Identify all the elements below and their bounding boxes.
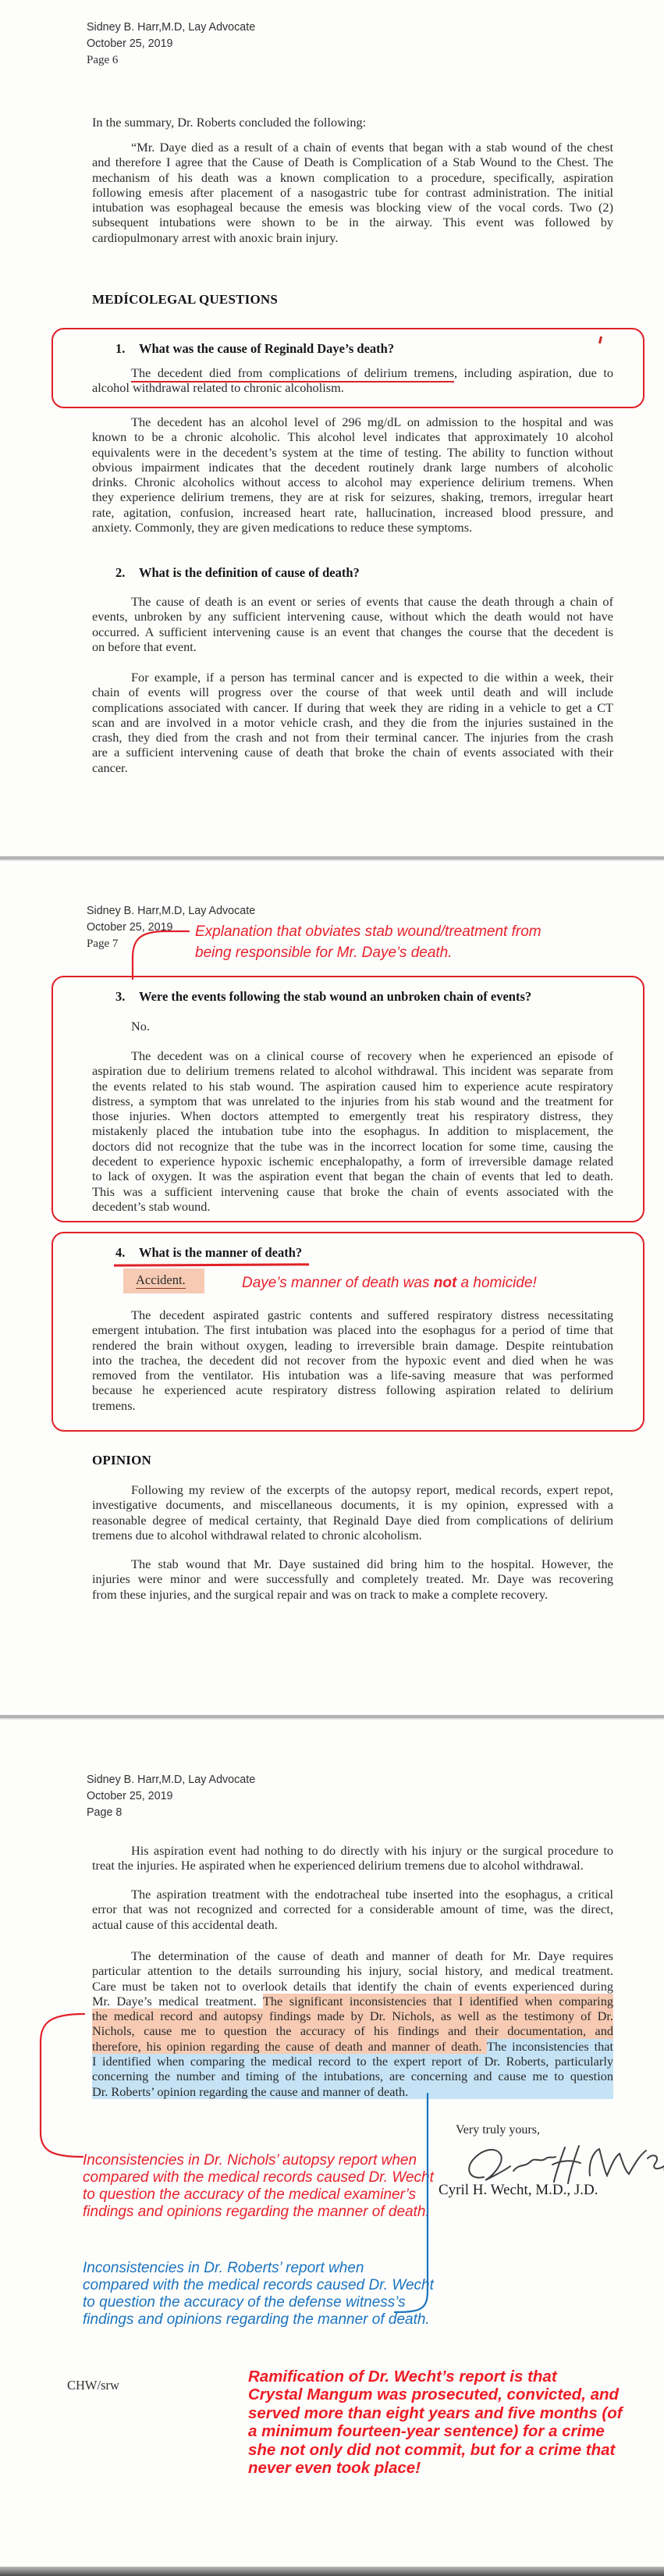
text-line: The decedent was on a clinical course of recovery when he experienced an episode of <box>131 1048 613 1063</box>
question-text: What was the cause of Reginald Daye’s death? <box>139 341 395 356</box>
text-line: This was a sufficient intervening cause that broke the chain of events associated with the <box>92 1183 613 1199</box>
annotation-line: to question the accuracy of the defense witness’s <box>83 2294 406 2311</box>
page7-header-name: Sidney B. Harr,M.D, Lay Advocate <box>87 905 256 917</box>
opinion-paragraph-2 <box>92 1557 613 1602</box>
question-number: 2. <box>115 565 126 580</box>
annotation-bold-word: not <box>433 1275 457 1291</box>
text-line <box>92 2039 613 2054</box>
text-line: aspiration due to delirium tremens related to alcohol withdrawal. This incident was separate from <box>92 1063 613 1079</box>
annotation-nichols-inconsistencies <box>83 2152 434 2221</box>
text-line: The stab wound that Mr. Daye sustained did bring him to the hospital. However, the <box>131 1557 613 1571</box>
text-line: mistakenly placed the intubation tube into the esophagus. In addition to misplacement, the <box>92 1123 613 1139</box>
annotation-line: to question the accuracy of the medical examiner’s <box>83 2186 417 2203</box>
callout-connector-line <box>123 923 195 981</box>
text-line: tremens. <box>92 1397 136 1413</box>
quote-line: intubation was esophageal because the emesis was blocking view of the vocal cords. Two (2) <box>92 200 613 215</box>
text-line: actual cause of this accidental death. <box>92 1916 278 1932</box>
page6-header-date: October 25, 2019 <box>87 37 173 50</box>
section-heading-opinion: OPINION <box>92 1453 152 1468</box>
scan-bottom-edge <box>0 2567 664 2576</box>
question-number: 3. <box>115 989 126 1004</box>
section-heading-medicolegal: MEDÍCOLEGAL QUESTIONS <box>92 292 279 307</box>
text-line: decedent to experience hypoxic ischemic encephalopathy, a form of irreversible damage related <box>92 1154 613 1169</box>
question2-answer <box>92 594 613 654</box>
page8-paragraph-1 <box>92 1843 613 1873</box>
text-line: His aspiration event had nothing to do directly with his injury or the surgical procedure to <box>131 1843 613 1858</box>
highlighted-word: Accident. <box>136 1272 186 1287</box>
page8-paragraph-3-highlighted <box>92 1948 613 2099</box>
page-separator <box>0 1715 664 1718</box>
question3-heading <box>115 989 531 1005</box>
question-text: What is the definition of cause of death? <box>139 565 360 580</box>
text-line: particular attention to the details surrounding his injury, social history, and medical treatment. <box>92 1963 613 1979</box>
page6-alcohol-paragraph <box>92 415 613 535</box>
annotation-line: Inconsistencies in Dr. Nichols’ autopsy report when <box>83 2152 417 2169</box>
annotation-ramification <box>248 2368 623 2477</box>
text-line: equivalents were in the decedent’s system at the time of testing. The ability to function without <box>92 444 613 460</box>
typist-initials: CHW/srw <box>67 2378 119 2393</box>
text-line: doctors did not recognize that the tube was in the incorrect location for some time, causing the <box>92 1138 613 1154</box>
page6-intro <box>92 115 613 130</box>
text-line: they experience delirium tremens, they are at risk for seizures, shaking, tremors, irregular heart <box>92 489 613 505</box>
question1-heading <box>115 341 394 357</box>
opinion-paragraph-1 <box>92 1482 613 1542</box>
page6-example-paragraph <box>92 670 613 775</box>
question1-answer <box>92 365 613 396</box>
page7-header-pagenum: Page 7 <box>87 938 119 950</box>
text-line: occurred. A sufficient intervening cause is an event that changes the course that the decedent is <box>92 624 613 639</box>
blue-highlight-line: Dr. Roberts’ opinion regarding the cause and manner of death. <box>92 2084 613 2099</box>
annotation-line: she not only did not commit, but for a crime that <box>248 2440 616 2459</box>
salmon-highlight-line: the medical record and autopsy findings made by Dr. Nichols, as well as the testimony of Dr. <box>92 2008 613 2024</box>
text-line: For example, if a person has terminal cancer and is expected to die within a week, their <box>131 670 613 685</box>
text-line: alcohol withdrawal related to chronic alcoholism. <box>92 380 344 396</box>
text-line: from these injuries, and the surgical repair and was on track to make a complete recovery. <box>92 1586 549 1602</box>
text-line: crash, they died from the crash and not from their terminal cancer. The injuries from the crash <box>92 730 613 745</box>
text-span: , including aspiration, due to <box>453 365 613 380</box>
question3-short-answer <box>92 1019 613 1034</box>
blue-highlight-span: The inconsistencies that <box>487 2038 614 2054</box>
question2-heading <box>115 565 360 581</box>
question4-heading <box>115 1245 302 1261</box>
text-line: No. <box>131 1019 150 1034</box>
text-line: injuries were minor and were successfully and completely treated. Mr. Daye was recovering <box>92 1571 613 1587</box>
text-line: rendered the brain without oxygen, leading to irreversible brain damage. Despite reintubation <box>92 1337 613 1353</box>
text-line: scan and are involved in a motor vehicle crash, and they die from the injuries sustained in the <box>92 714 613 730</box>
text-line: chain of events will progress over the course of that week until death and will include <box>92 685 613 700</box>
text-line: The determination of the cause of death and manner of death for Mr. Daye requires <box>131 1948 613 1963</box>
salmon-highlight-span: therefore, his opinion regarding the cause of death and manner of death. <box>92 2038 487 2054</box>
page8-header-pagenum: Page 8 <box>87 1806 123 1819</box>
text-line: events, unbroken by any sufficient intervening cause, without which the death would not have <box>92 609 613 624</box>
annotation-line: findings and opinions regarding the manner of death. <box>83 2311 430 2328</box>
annotation-line: being responsible for Mr. Daye’s death. <box>195 944 453 961</box>
annotation-line: served more than eight years and five months (of <box>248 2403 623 2422</box>
question-number: 4. <box>115 1245 126 1260</box>
question4-answer <box>92 1308 613 1413</box>
question3-answer <box>92 1048 613 1214</box>
text-line <box>92 1994 613 2008</box>
blue-highlight-line: concerning the number and timing of the intubations, are concerning and cause me to question <box>92 2069 613 2084</box>
quote-line: and therefore I agree that the Cause of Death is Complication of a Stab Wound to the Chest. The <box>92 155 613 170</box>
text-line: tremens due to alcohol withdrawal related to chronic alcoholism. <box>92 1527 422 1542</box>
annotation-roberts-inconsistencies <box>83 2260 434 2329</box>
text-line: emergent intubation. The first intubation was placed into the esophagus for a period of time that <box>92 1322 613 1338</box>
annotation-line: a minimum fourteen-year sentence) for a crime <box>248 2422 605 2441</box>
annotation-line: compared with the medical records caused Dr. Wecht <box>83 2277 434 2293</box>
text-line: In the summary, Dr. Roberts concluded the following: <box>92 115 367 130</box>
text-line: Following my review of the excerpts of the autopsy report, medical records, expert repot, <box>131 1482 613 1497</box>
text-line: on before that event. <box>92 639 197 654</box>
annotation-line: never even took place! <box>248 2458 421 2477</box>
text-line: anxiety. Commonly, they are given medications to reduce these symptoms. <box>92 520 473 535</box>
text-line: Care must be taken not to overlook details that identify the chain of events experienced during <box>92 1978 613 1994</box>
text-line: cancer. <box>92 760 128 775</box>
red-bracket-connector-line <box>34 2006 89 2162</box>
text-line: The aspiration treatment with the endotracheal tube inserted into the esophagus, a critical <box>131 1887 613 1902</box>
annotation-line: findings and opinions regarding the manner of death. <box>83 2204 430 2220</box>
page6-roberts-quote <box>92 140 613 245</box>
annotation-line: compared with the medical records caused Dr. Wecht <box>83 2169 434 2186</box>
quote-line: mechanism of his death was a known complication to a procedure, specifically, aspiration <box>92 169 613 185</box>
text-line: rate, agitation, confusion, increased heart rate, hallucination, increased blood pressure, and <box>92 504 613 520</box>
annotation-not-homicide <box>242 1275 537 1292</box>
accident-highlight-chip <box>123 1268 204 1293</box>
text-line: investigative documents, and miscellaneous documents, it is my opinion, expressed with a <box>92 1497 613 1513</box>
text-line: obvious impairment indicates that the decedent routinely drank large numbers of alcoholic <box>92 459 613 475</box>
annotation-line: Ramification of Dr. Wecht’s report is that <box>248 2368 557 2386</box>
annotation-line: Crystal Mangum was prosecuted, convicted, and <box>248 2386 620 2404</box>
signatory-name: Cyril H. Wecht, M.D., J.D. <box>439 2182 598 2198</box>
text-span: Mr. Daye’s medical treatment. <box>92 1993 263 2008</box>
text-line: complications associated with cancer. If during that week they are riding in a vehicle to get a CT <box>92 699 613 715</box>
text-line: The cause of death is an event or series of events that cause the death through a chain of <box>131 594 613 609</box>
page8-header-date: October 25, 2019 <box>87 1790 173 1802</box>
text-line <box>92 365 613 380</box>
salmon-highlight-span: The significant inconsistencies that I identified when comparing <box>262 1993 613 2008</box>
question-text: Were the events following the stab wound an unbroken chain of events? <box>139 989 532 1004</box>
page8-header-name: Sidney B. Harr,M.D, Lay Advocate <box>87 1774 256 1786</box>
page-separator <box>0 856 664 859</box>
annotation-explanation-note <box>195 922 541 963</box>
text-line: the events related to his stab wound. The aspiration caused him to experience acute respiratory <box>92 1078 613 1094</box>
quote-line: subsequent intubations were shown to be in the airway. This event was followed by <box>92 215 613 230</box>
quote-line: following emesis after placement of a nasogastric tube for contrast administration. The initial <box>92 184 613 200</box>
red-underlined-phrase: The decedent died from complications of delirium tremens <box>131 365 454 382</box>
text-line: treat the injuries. He aspirated when he experienced delirium tremens due to alcohol withdrawal. <box>92 1858 584 1873</box>
text-line: removed from the ventilator. His intubation was a life-saving measure that was performed <box>92 1368 613 1383</box>
quote-line: “Mr. Daye died as a result of a chain of events that began with a stab wound of the chest <box>131 140 613 155</box>
question-text: What is the manner of death? <box>139 1245 303 1260</box>
text-line: drinks. Chronic alcoholics without access to alcohol may experience delirium tremens. When <box>92 475 613 490</box>
text-line: distress, a symptom that was unrelated to the injuries from his stab wound and the treatment for <box>92 1093 613 1108</box>
text-line: are a sufficient intervening cause of death that broke the chain of events associated with their <box>92 745 613 760</box>
text-line: The decedent aspirated gastric contents and suffered respiratory distress necessitating <box>131 1308 613 1322</box>
annotation-span: a homicide! <box>456 1275 537 1291</box>
page6-header-name: Sidney B. Harr,M.D, Lay Advocate <box>87 21 256 34</box>
annotation-line: Explanation that obviates stab wound/treatment from <box>195 923 541 940</box>
text-line: because he experienced acute respiratory distress following aspiration related to delirium <box>92 1382 613 1398</box>
annotation-span: Daye’s manner of death was <box>242 1275 434 1291</box>
text-line: into the trachea, the decedent did not recover from the hypoxic event and died when he was <box>92 1352 613 1368</box>
page7-header-date: October 25, 2019 <box>87 921 173 934</box>
text-line: reasonable degree of medical certainty, that Reginald Daye died from complications of delirium <box>92 1512 613 1528</box>
page8-paragraph-2 <box>92 1887 613 1932</box>
text-line: those injuries. When doctors attempted to emergently treat his respiratory distress, they <box>92 1108 613 1124</box>
salmon-highlight-line: Nichols, cause me to question the accuracy of his findings and their documentation, and <box>92 2023 613 2039</box>
annotation-line: Inconsistencies in Dr. Roberts’ report when <box>83 2260 364 2276</box>
question-number: 1. <box>115 341 126 356</box>
quote-line: cardiopulmonary arrest with anoxic brain injury. <box>92 229 339 245</box>
text-line: to lack of oxygen. It was the aspiration event that began the chain of events that led to death. <box>92 1169 613 1184</box>
closing-salutation: Very truly yours, <box>456 2123 540 2137</box>
text-line: The decedent has an alcohol level of 296 mg/dL on admission to the hospital and was <box>131 415 613 429</box>
blue-highlight-line: I identified when comparing the medical record to the expert report of Dr. Roberts, particularly <box>92 2054 613 2069</box>
text-line: known to be a chronic alcoholic. This alcohol level indicates that approximately 10 alcohol <box>92 429 613 445</box>
page6-header-pagenum: Page 6 <box>87 54 119 66</box>
text-line: error that was not recognized and corrected for a considerable amount of time, was the direct, <box>92 1902 613 1917</box>
text-line: decedent’s stab wound. <box>92 1198 211 1214</box>
